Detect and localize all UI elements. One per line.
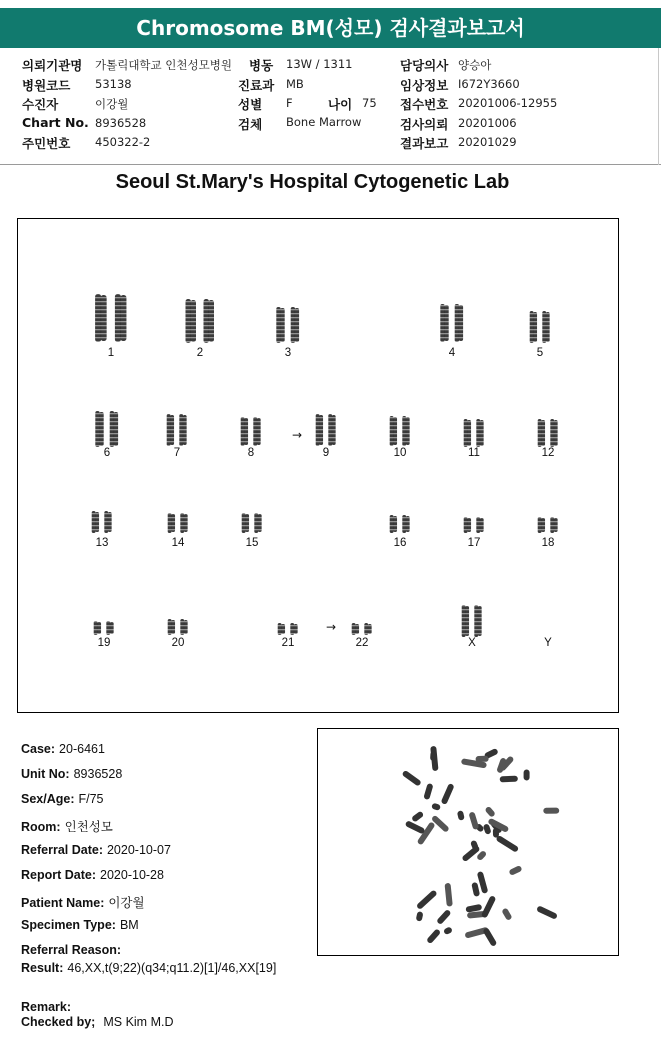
- institution-value: 가톨릭대학교 인천성모병원: [95, 58, 232, 72]
- doctor-value: 양승아: [458, 58, 492, 72]
- checked-label: Checked by;: [21, 1015, 96, 1029]
- chromosome-21-b: [290, 623, 297, 635]
- age-value: 75: [362, 96, 377, 110]
- age-label: 나이: [328, 97, 353, 112]
- department-label: 진료과: [238, 78, 275, 93]
- result-value: 46,XX,t(9;22)(q34;q11.2)[1]/46,XX[19]: [67, 961, 277, 975]
- chromosome-22-a: [352, 623, 359, 635]
- metaphase-chromosome: [431, 803, 441, 811]
- chromosome-label-10: 10: [393, 447, 407, 459]
- chromosome-label-5: 5: [536, 347, 544, 359]
- metaphase-figure: [318, 729, 619, 956]
- chromosome-7-a: [167, 414, 174, 446]
- chromosome-14-b: [180, 513, 187, 533]
- metaphase-chromosome: [443, 926, 453, 935]
- chromosome-1-a: [95, 294, 107, 342]
- chromosome-11-b: [476, 419, 483, 447]
- sexage-row: [21, 792, 104, 806]
- chromosome-label-15: 15: [245, 537, 259, 549]
- chromosome-3-a: [276, 307, 284, 343]
- metaphase-chromosome: [441, 783, 455, 805]
- receipt-value: 20201006-12955: [458, 96, 558, 110]
- arrow-22-icon: →: [326, 620, 337, 634]
- metaphase-chromosome: [411, 811, 424, 823]
- chromosome-15-b: [254, 513, 261, 533]
- chromosome-label-9: 9: [322, 447, 330, 459]
- case-label: Case:: [21, 742, 56, 756]
- case-value: 20-6461: [59, 742, 105, 756]
- sexage-value: F/75: [78, 792, 104, 806]
- doctor-label: 담당의사: [400, 58, 449, 73]
- receipt-label: 접수번호: [400, 97, 449, 112]
- report-value: 20201029: [458, 135, 517, 149]
- chromosome-12-b: [550, 419, 557, 447]
- specimen-type-row: [21, 918, 139, 932]
- checked-row: [21, 1015, 173, 1029]
- chromosome-4-a: [440, 304, 448, 342]
- chromosome-label-16: 16: [393, 537, 407, 549]
- chromosome-8-b: [253, 417, 260, 446]
- id-label: 주민번호: [22, 136, 71, 151]
- metaphase-chromosome: [430, 751, 437, 761]
- chromosome-22-b: [364, 623, 371, 635]
- chromosome-7-b: [179, 414, 186, 446]
- chromosome-label-20: 20: [171, 637, 185, 649]
- metaphase-chromosome: [536, 905, 558, 920]
- id-value: 450322-2: [95, 135, 151, 149]
- chromosome-5-a: [530, 311, 537, 343]
- sex-label: 성별: [238, 97, 263, 112]
- chromosome-label-x: X: [468, 637, 476, 649]
- metaphase-chromosome: [524, 769, 530, 780]
- specimen-label: 검체: [238, 117, 263, 132]
- metaphase-chromosome: [543, 808, 559, 814]
- institution-label: 의뢰기관명: [22, 58, 83, 73]
- chromosome-19-b: [106, 621, 113, 635]
- chromosome-9-a: [316, 414, 323, 446]
- chromosome-6-a: [95, 411, 103, 447]
- metaphase-chromosome: [495, 835, 519, 853]
- report-label: 결과보고: [400, 136, 449, 151]
- patient-label: Patient Name:: [21, 896, 105, 910]
- reason-row: [21, 943, 121, 957]
- report-date-value: 2020-10-28: [100, 868, 164, 882]
- referral-date-label: Referral Date:: [21, 843, 103, 857]
- request-value: 20201006: [458, 116, 517, 130]
- chromosome-19-a: [94, 621, 101, 635]
- referral-date-value: 2020-10-07: [106, 843, 171, 857]
- chromosome-label-21: 21: [281, 637, 295, 649]
- hospital-code-label: 병원코드: [22, 78, 71, 93]
- metaphase-chromosome: [483, 823, 492, 835]
- chromosome-13-b: [104, 511, 111, 533]
- chromosome-label-14: 14: [171, 537, 185, 549]
- chromosome-12-a: [538, 419, 545, 447]
- patient-info-panel: [0, 52, 661, 164]
- chromosome-14-a: [168, 513, 175, 533]
- metaphase-chromosome: [416, 911, 424, 922]
- chromosome-label-3: 3: [284, 347, 292, 359]
- metaphase-spread-panel: [317, 728, 619, 956]
- chromosome-label-18: 18: [541, 537, 555, 549]
- result-row: [21, 961, 276, 975]
- chromosome-10-a: [390, 416, 397, 446]
- metaphase-chromosome: [481, 895, 497, 918]
- metaphase-chromosome: [482, 927, 497, 947]
- chromosome-label-13: 13: [95, 537, 109, 549]
- remark-row: [21, 1000, 71, 1014]
- karyogram-panel: [17, 218, 619, 713]
- unit-label: Unit No:: [21, 767, 70, 781]
- chromosome-label-17: 17: [467, 537, 481, 549]
- metaphase-chromosome: [484, 806, 496, 818]
- specimen-type-value: BM: [119, 918, 139, 932]
- chromosome-16-a: [390, 515, 397, 533]
- request-label: 검사의뢰: [400, 117, 449, 132]
- chromosome-label-1: 1: [107, 347, 115, 359]
- patient-row: [21, 893, 145, 911]
- case-row: [21, 742, 105, 756]
- metaphase-chromosome: [445, 883, 453, 907]
- info-divider: [0, 164, 661, 165]
- chromosome-10-b: [402, 416, 409, 446]
- recipient-value: 이강월: [95, 97, 129, 111]
- chromosome-label-19: 19: [97, 637, 111, 649]
- metaphase-chromosome: [436, 909, 452, 925]
- ward-label: 병동: [249, 58, 274, 73]
- chromosome-18-b: [550, 517, 557, 533]
- clinical-value: I672Y3660: [458, 77, 520, 91]
- specimen-type-label: Specimen Type:: [21, 918, 116, 932]
- lab-title: Seoul St.Mary's Hospital Cytogenetic Lab: [115, 171, 510, 193]
- specimen-value: Bone Marrow: [286, 115, 362, 129]
- metaphase-chromosome: [423, 783, 433, 800]
- metaphase-chromosome: [493, 828, 499, 838]
- recipient-label: 수진자: [22, 97, 59, 112]
- chromosome-label-22: 22: [355, 637, 369, 649]
- metaphase-chromosome: [508, 865, 522, 876]
- chromosome-17-a: [464, 517, 471, 533]
- sex-value: F: [286, 96, 293, 110]
- chromosome-label-6: 6: [103, 447, 111, 459]
- chromosome-2-b: [204, 299, 215, 343]
- chromosome-4-b: [455, 304, 463, 342]
- metaphase-chromosome: [461, 845, 480, 862]
- chromosome-label-11: 11: [468, 447, 480, 459]
- chromosome-16-b: [402, 515, 409, 533]
- chromosome-label-2: 2: [196, 347, 204, 359]
- result-label: Result:: [21, 961, 64, 975]
- arrow-9-icon: →: [292, 428, 303, 442]
- reason-label: Referral Reason:: [21, 943, 122, 957]
- report-date-row: [21, 868, 164, 882]
- referral-date-row: [21, 843, 171, 857]
- metaphase-chromosome: [405, 820, 426, 834]
- chromosome-18-a: [538, 517, 545, 533]
- ward-value: 13W / 1311: [286, 57, 353, 71]
- chart-label: Chart No.: [22, 115, 89, 130]
- chromosome-5-b: [542, 311, 549, 343]
- chromosome-20-a: [168, 619, 175, 635]
- metaphase-chromosome: [500, 776, 518, 783]
- chromosome-x-b: [474, 605, 481, 637]
- chromosome-9-b: [328, 414, 335, 446]
- room-label: Room:: [21, 820, 61, 834]
- chromosome-1-b: [115, 294, 127, 342]
- room-row: [21, 817, 113, 835]
- chromosome-label-8: 8: [247, 447, 255, 459]
- chromosome-21-a: [278, 623, 285, 635]
- chromosome-20-b: [180, 619, 187, 635]
- chromosome-label-4: 4: [448, 347, 456, 359]
- info-right-border: [658, 48, 659, 165]
- metaphase-chromosome: [416, 889, 438, 910]
- chromosome-11-a: [464, 419, 471, 447]
- remark-label: Remark:: [21, 1000, 72, 1014]
- department-value: MB: [286, 77, 304, 91]
- chromosome-x-a: [462, 605, 469, 637]
- metaphase-chromosome: [417, 821, 436, 845]
- chromosome-2-a: [186, 299, 197, 343]
- chromosome-8-a: [241, 417, 248, 446]
- patient-value: 이강월: [108, 896, 145, 910]
- metaphase-chromosome: [501, 907, 512, 921]
- chromosome-label-7: 7: [173, 447, 181, 459]
- room-value: 인천성모: [64, 820, 113, 834]
- chromosome-label-12: 12: [541, 447, 555, 459]
- chromosome-17-b: [476, 517, 483, 533]
- metaphase-chromosome: [402, 770, 422, 787]
- metaphase-chromosome: [468, 811, 479, 830]
- checked-value: MS Kim M.D: [103, 1015, 174, 1029]
- metaphase-chromosome: [471, 882, 480, 897]
- report-title: Chromosome BM(성모) 검사결과보고서: [0, 8, 661, 48]
- unit-row: [21, 767, 122, 781]
- clinical-label: 임상정보: [400, 78, 449, 93]
- sexage-label: Sex/Age:: [21, 792, 75, 806]
- chart-value: 8936528: [95, 116, 147, 130]
- chromosome-15-a: [242, 513, 249, 533]
- unit-value: 8936528: [73, 767, 123, 781]
- report-date-label: Report Date:: [21, 868, 97, 882]
- metaphase-chromosome: [426, 928, 441, 944]
- chromosome-6-b: [110, 411, 118, 447]
- metaphase-chromosome: [457, 810, 465, 821]
- chromosome-13-a: [92, 511, 99, 533]
- hospital-code-value: 53138: [95, 77, 132, 91]
- chromosome-3-b: [291, 307, 299, 343]
- chromosome-label-y: Y: [544, 637, 552, 649]
